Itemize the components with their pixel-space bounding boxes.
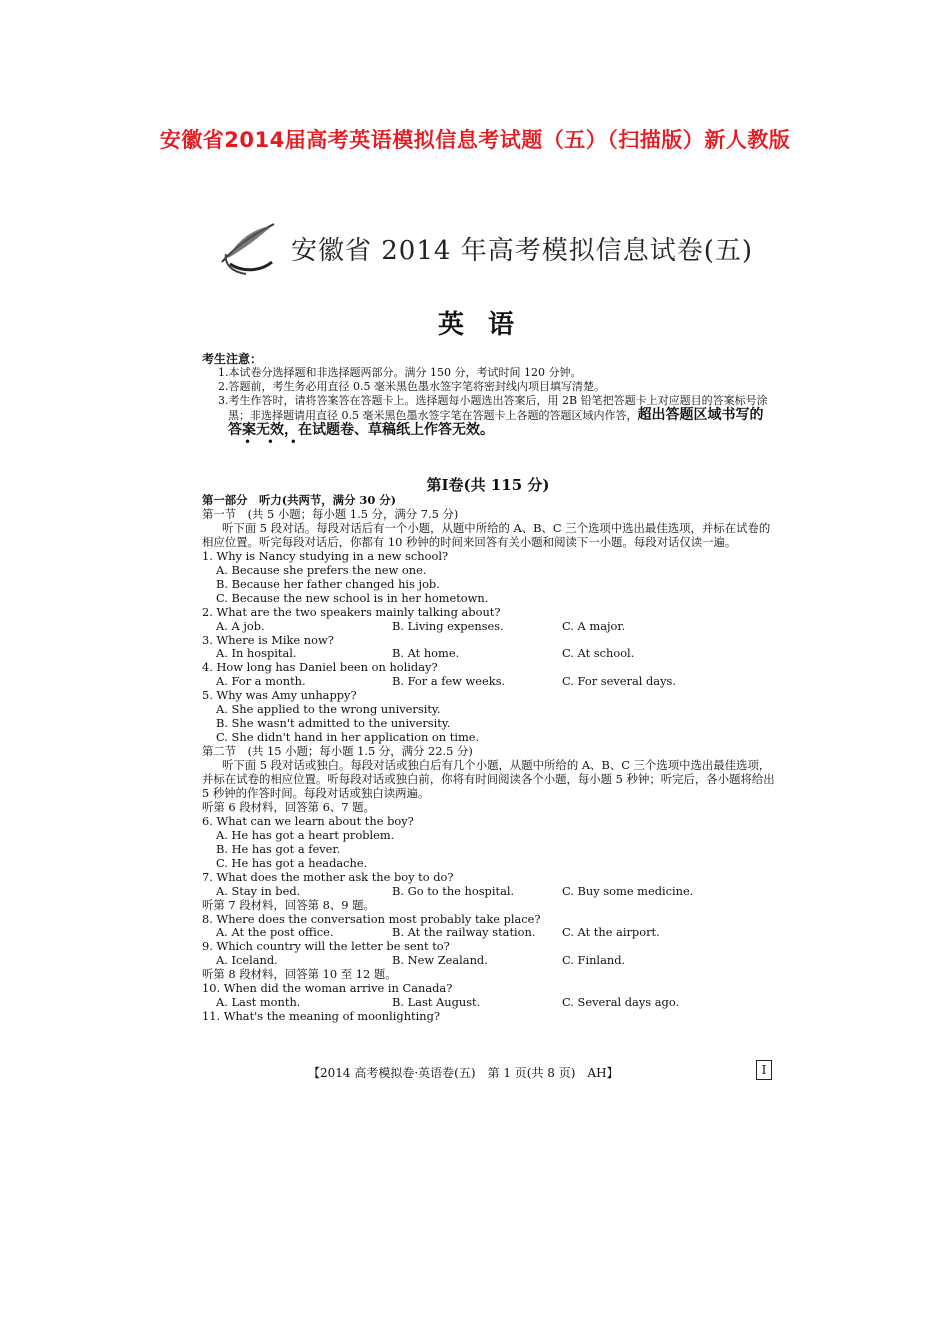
question-stem: 7. What does the mother ask the boy to do? — [202, 869, 454, 884]
options-row — [202, 996, 776, 1010]
option-c: C. Because the new school is in her hometown. — [216, 590, 489, 605]
option-a: A. She applied to the wrong university. — [216, 702, 441, 717]
option-c: C. Buy some medicine. — [562, 883, 694, 898]
option-c: C. A major. — [562, 618, 626, 633]
volume-mark: Ⅰ — [756, 1060, 772, 1080]
option-b: B. He has got a fever. — [216, 841, 341, 856]
options-row — [202, 885, 776, 899]
option-b: B. At the railway station. — [392, 925, 536, 940]
question-stem: 9. Which country will the letter be sent to? — [202, 939, 450, 954]
option-a: A. For a month. — [216, 674, 306, 689]
material-note: 听第 6 段材料，回答第 6、7 题。 — [202, 799, 375, 814]
option-b: B. For a few weeks. — [392, 674, 506, 689]
option-a: A. Stay in bed. — [216, 883, 301, 898]
question-stem: 11. What's the meaning of moonlighting? — [202, 1009, 440, 1024]
note-item-2: 2.答题前，考生务必用直径 0.5 毫米黑色墨水签字笔将密封线内项目填写清楚。 — [218, 380, 605, 393]
option-a: A. Because she prefers the new one. — [216, 562, 427, 577]
option-c: C. She didn't hand in her application on time. — [216, 730, 480, 745]
subject-heading: 英语 — [437, 310, 538, 340]
option-a: A. At the post office. — [216, 925, 334, 940]
feather-logo-icon — [216, 218, 280, 278]
document-title: 安徽省2014届高考英语模拟信息考试题（五）（扫描版）新人教版 — [159, 128, 791, 152]
section-instructions: 听下面 5 段对话。每段对话后有一个小题，从题中所给的 A、B、C 三个选项中选出最佳选项，并标在试卷的相应位置。听完每段对话后，你都有 10 秒钟的时间来回答有关小题和阅读下一小题。每段对话仅读一遍。 — [202, 520, 771, 549]
section-heading: 第一节 (共 5 小题；每小题 1.5 分，满分 7.5 分) — [202, 506, 459, 521]
option-b: B. She wasn't admitted to the university. — [216, 716, 451, 731]
option-c: C. At the airport. — [562, 925, 660, 940]
option-b: B. Last August. — [392, 995, 481, 1010]
question-stem: 2. What are the two speakers mainly talking about? — [202, 604, 501, 619]
option-a: A. He has got a heart problem. — [216, 827, 395, 842]
note-item-3-text: 3.考生作答时，请将答案答在答题卡上。选择题每小题选出答案后，用 2B 铅笔把答题卡上对应题目的答案标号涂黑；非选择题请用直径 0.5 毫米黑色墨水签字笔在答题卡上各题的答题区域内作答， — [218, 394, 768, 422]
part-heading: 第一部分 听力(共两节，满分 30 分) — [202, 493, 397, 507]
candidate-notes — [202, 352, 776, 449]
emphasis-dots: • • • — [244, 435, 303, 449]
option-b: B. New Zealand. — [392, 953, 488, 968]
options-row — [202, 647, 776, 661]
option-a: A. A job. — [216, 618, 265, 633]
question-stem: 3. Where is Mike now? — [202, 632, 334, 647]
option-b: B. Because her father changed his job. — [216, 576, 440, 591]
exam-title: 安徽省 2014 年高考模拟信息试卷(五) — [291, 236, 753, 266]
option-c: C. Several days ago. — [562, 995, 680, 1010]
option-a: A. In hospital. — [216, 646, 297, 661]
question-stem: 10. When did the woman arrive in Canada? — [202, 981, 453, 996]
option-b: B. Go to the hospital. — [392, 883, 515, 898]
options-row — [202, 675, 776, 689]
section-heading: 第二节 (共 15 小题；每小题 1.5 分，满分 22.5 分) — [202, 744, 473, 759]
option-c: C. He has got a headache. — [216, 855, 368, 870]
volume-title: 第Ⅰ卷(共 115 分) — [426, 476, 550, 494]
section-instructions: 听下面 5 段对话或独白。每段对话或独白后有几个小题，从题中所给的 A、B、C 三个选项中选出最佳选项，并标在试卷的相应位置。听每段对话或独白前，你将有时间阅读各个小题，每小题 5 秒钟；听完后，各小题将给出 5 秒钟的作答时间。每段对话或独白读两遍。 — [202, 758, 775, 800]
question-stem: 4. How long has Daniel been on holiday? — [202, 660, 438, 675]
option-b: B. Living expenses. — [392, 618, 504, 633]
page-footer: 【2014 高考模拟卷·英语卷(五) 第 1 页(共 8 页) AH】 — [308, 1066, 619, 1080]
note-item-3-bold: 超出答题区域书写的答案无效，在试题卷、草稿纸上作答无效。 — [228, 407, 764, 438]
option-c: C. Finland. — [562, 953, 626, 968]
option-b: B. At home. — [392, 646, 460, 661]
options-row — [202, 620, 776, 634]
notes-heading: 考生注意： — [202, 352, 263, 366]
options-row — [202, 954, 776, 968]
question-stem: 1. Why is Nancy studying in a new school? — [202, 548, 449, 563]
question-stem: 5. Why was Amy unhappy? — [202, 688, 357, 703]
options-row — [202, 926, 776, 940]
option-a: A. Iceland. — [216, 953, 278, 968]
question-stem: 6. What can we learn about the boy? — [202, 813, 414, 828]
note-item-1: 1.本试卷分选择题和非选择题两部分。满分 150 分，考试时间 120 分钟。 — [218, 366, 582, 379]
exam-body — [202, 494, 776, 1024]
material-note: 听第 8 段材料，回答第 10 至 12 题。 — [202, 967, 397, 982]
material-note: 听第 7 段材料，回答第 8、9 题。 — [202, 897, 375, 912]
option-c: C. For several days. — [562, 674, 677, 689]
option-a: A. Last month. — [216, 995, 301, 1010]
option-c: C. At school. — [562, 646, 635, 661]
note-item-3 — [202, 394, 776, 438]
scanned-exam-page — [196, 212, 780, 1092]
question-stem: 8. Where does the conversation most probably take place? — [202, 911, 541, 926]
